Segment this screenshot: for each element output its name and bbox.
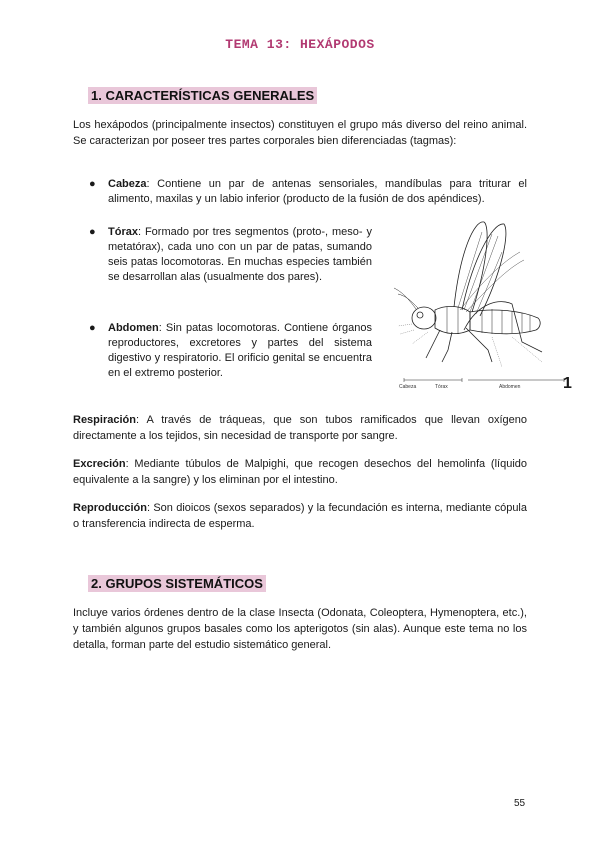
bullet-text: : Contiene un par de antenas sensoriales, mandíbulas para triturar el alimento, maxilas y un labio inferior (producto de la fusión de dos apéndices). <box>108 178 527 205</box>
section-heading-grupos: 2. GRUPOS SISTEMÁTICOS <box>88 575 266 592</box>
bullet-term: Abdomen <box>108 322 159 334</box>
bullet-cabeza <box>89 177 527 207</box>
paragraph-reproduccion <box>73 500 527 532</box>
bullet-term: Cabeza <box>108 178 147 190</box>
bullet-dot: ● <box>89 322 96 334</box>
page-number: 55 <box>514 798 526 809</box>
paragraph-text: : Mediante túbulos de Malpighi, que recogen desechos del hemolinfa (líquido equivalente a la sangre) y los eliminan por el intestino. <box>73 458 527 486</box>
section-heading-caracteristicas: 1. CARACTERÍSTICAS GENERALES <box>88 87 317 104</box>
bullet-text: : Formado por tres segmentos (proto-, meso- y metatórax), cada uno con un par de patas, sumando seis patas locomotoras. En muchas especies también se desarrollan alas (usualmente dos pares). <box>108 226 372 283</box>
bullet-text: : Sin patas locomotoras. Contiene órganos reproductores, excretores y partes del sistema digestivo y respiratorio. El orificio genital se encuentra en el extremo posterior. <box>108 322 372 379</box>
bullet-dot: ● <box>89 226 96 238</box>
paragraph-term: Excreción <box>73 458 126 470</box>
figure-label-cabeza: Cabeza <box>399 384 417 390</box>
paragraph-excrecion <box>73 456 527 488</box>
page-title: TEMA 13: HEXÁPODOS <box>225 37 375 52</box>
bullet-torax <box>89 225 372 285</box>
intro-paragraph: Los hexápodos (principalmente insectos) constituyen el grupo más diverso del reino animal. Se caracterizan por poseer tres partes corporales bien diferenciadas (tagmas): <box>73 119 527 147</box>
figure-label-torax: Tórax <box>435 384 448 390</box>
figure-number: 1 <box>563 375 572 392</box>
bullet-term: Tórax <box>108 226 138 238</box>
paragraph-grupos: Incluye varios órdenes dentro de la clase Insecta (Odonata, Coleoptera, Hymenoptera, etc.), y también algunos grupos basales como los apterigotos (sin alas). Aunque este tema no los detalla, forman parte del estudio sistemático general. <box>73 607 527 651</box>
grasshopper-illustration <box>392 212 582 402</box>
paragraph-respiracion <box>73 412 527 444</box>
paragraph-text: : A través de tráqueas, que son tubos ramificados que llevan oxígeno directamente a los tejidos, sin necesidad de transporte por sangre. <box>73 414 527 442</box>
bullet-abdomen <box>89 321 372 381</box>
paragraph-text: : Son dioicos (sexos separados) y la fecundación es interna, mediante cópula o transferencia indirecta de esperma. <box>73 502 527 530</box>
figure-label-abdomen: Abdomen <box>499 384 521 390</box>
paragraph-term: Respiración <box>73 414 136 426</box>
bullet-dot: ● <box>89 178 96 190</box>
paragraph-term: Reproducción <box>73 502 147 514</box>
